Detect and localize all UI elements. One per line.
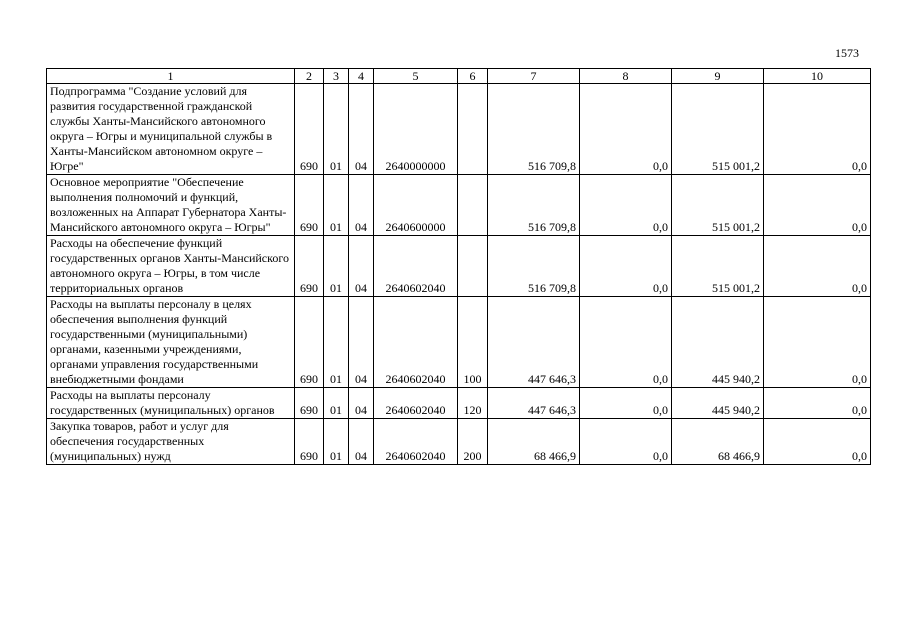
cell-col8: 0,0	[580, 297, 672, 388]
column-header: 10	[764, 69, 871, 84]
cell-col6	[458, 236, 488, 297]
row-name: Расходы на выплаты персоналу в целях обеспечения выполнения функций государственными (муниципальными) органами, казенными учреждениями, органами управления государственными внебюджетными фондами	[47, 297, 295, 388]
cell-col2: 690	[295, 236, 324, 297]
cell-col4: 04	[349, 419, 374, 465]
cell-col6: 200	[458, 419, 488, 465]
column-header: 4	[349, 69, 374, 84]
cell-col3: 01	[324, 84, 349, 175]
cell-col10: 0,0	[764, 419, 871, 465]
cell-col7: 447 646,3	[488, 388, 580, 419]
cell-col2: 690	[295, 419, 324, 465]
cell-col10: 0,0	[764, 175, 871, 236]
row-name: Расходы на выплаты персоналу государственных (муниципальных) органов	[47, 388, 295, 419]
row-name: Расходы на обеспечение функций государственных органов Ханты-Мансийского автономного округа – Югры, в том числе территориальных органов	[47, 236, 295, 297]
cell-col5: 2640602040	[374, 236, 458, 297]
cell-col7: 447 646,3	[488, 297, 580, 388]
table-row	[47, 388, 871, 419]
table-row	[47, 297, 871, 388]
cell-col10: 0,0	[764, 236, 871, 297]
table-row	[47, 419, 871, 465]
column-header: 9	[672, 69, 764, 84]
cell-col7: 516 709,8	[488, 84, 580, 175]
column-header: 5	[374, 69, 458, 84]
cell-col8: 0,0	[580, 388, 672, 419]
row-name: Основное мероприятие "Обеспечение выполнения полномочий и функций, возложенных на Аппарат Губернатора Ханты-Мансийского автономного округа – Югры"	[47, 175, 295, 236]
cell-col6: 120	[458, 388, 488, 419]
cell-col6: 100	[458, 297, 488, 388]
cell-col3: 01	[324, 297, 349, 388]
cell-col8: 0,0	[580, 419, 672, 465]
table-row	[47, 236, 871, 297]
cell-col10: 0,0	[764, 84, 871, 175]
column-header: 1	[47, 69, 295, 84]
cell-col3: 01	[324, 175, 349, 236]
column-header: 3	[324, 69, 349, 84]
cell-col9: 445 940,2	[672, 297, 764, 388]
cell-col9: 515 001,2	[672, 84, 764, 175]
cell-col6	[458, 84, 488, 175]
cell-col2: 690	[295, 388, 324, 419]
cell-col5: 2640602040	[374, 297, 458, 388]
cell-col3: 01	[324, 419, 349, 465]
cell-col4: 04	[349, 236, 374, 297]
column-header: 6	[458, 69, 488, 84]
table-row	[47, 84, 871, 175]
cell-col5: 2640602040	[374, 419, 458, 465]
cell-col3: 01	[324, 236, 349, 297]
table-row	[47, 175, 871, 236]
cell-col8: 0,0	[580, 84, 672, 175]
cell-col7: 68 466,9	[488, 419, 580, 465]
page-number: 1573	[835, 46, 859, 60]
cell-col5: 2640600000	[374, 175, 458, 236]
cell-col9: 515 001,2	[672, 175, 764, 236]
cell-col3: 01	[324, 388, 349, 419]
cell-col10: 0,0	[764, 388, 871, 419]
cell-col8: 0,0	[580, 175, 672, 236]
cell-col4: 04	[349, 175, 374, 236]
row-name: Закупка товаров, работ и услуг для обеспечения государственных (муниципальных) нужд	[47, 419, 295, 465]
cell-col7: 516 709,8	[488, 175, 580, 236]
cell-col5: 2640602040	[374, 388, 458, 419]
cell-col2: 690	[295, 84, 324, 175]
cell-col4: 04	[349, 84, 374, 175]
cell-col6	[458, 175, 488, 236]
cell-col4: 04	[349, 297, 374, 388]
cell-col9: 515 001,2	[672, 236, 764, 297]
cell-col2: 690	[295, 297, 324, 388]
row-name: Подпрограмма "Создание условий для развития государственной гражданской службы Ханты-Мансийского автономного округа – Югры и муниципальной службы в Ханты-Мансийском автономном округе – Югре"	[47, 84, 295, 175]
cell-col9: 68 466,9	[672, 419, 764, 465]
cell-col4: 04	[349, 388, 374, 419]
column-header: 8	[580, 69, 672, 84]
cell-col8: 0,0	[580, 236, 672, 297]
column-header: 7	[488, 69, 580, 84]
column-header: 2	[295, 69, 324, 84]
cell-col10: 0,0	[764, 297, 871, 388]
header-row	[47, 69, 871, 84]
cell-col5: 2640000000	[374, 84, 458, 175]
cell-col9: 445 940,2	[672, 388, 764, 419]
cell-col7: 516 709,8	[488, 236, 580, 297]
cell-col2: 690	[295, 175, 324, 236]
budget-table	[46, 68, 871, 465]
